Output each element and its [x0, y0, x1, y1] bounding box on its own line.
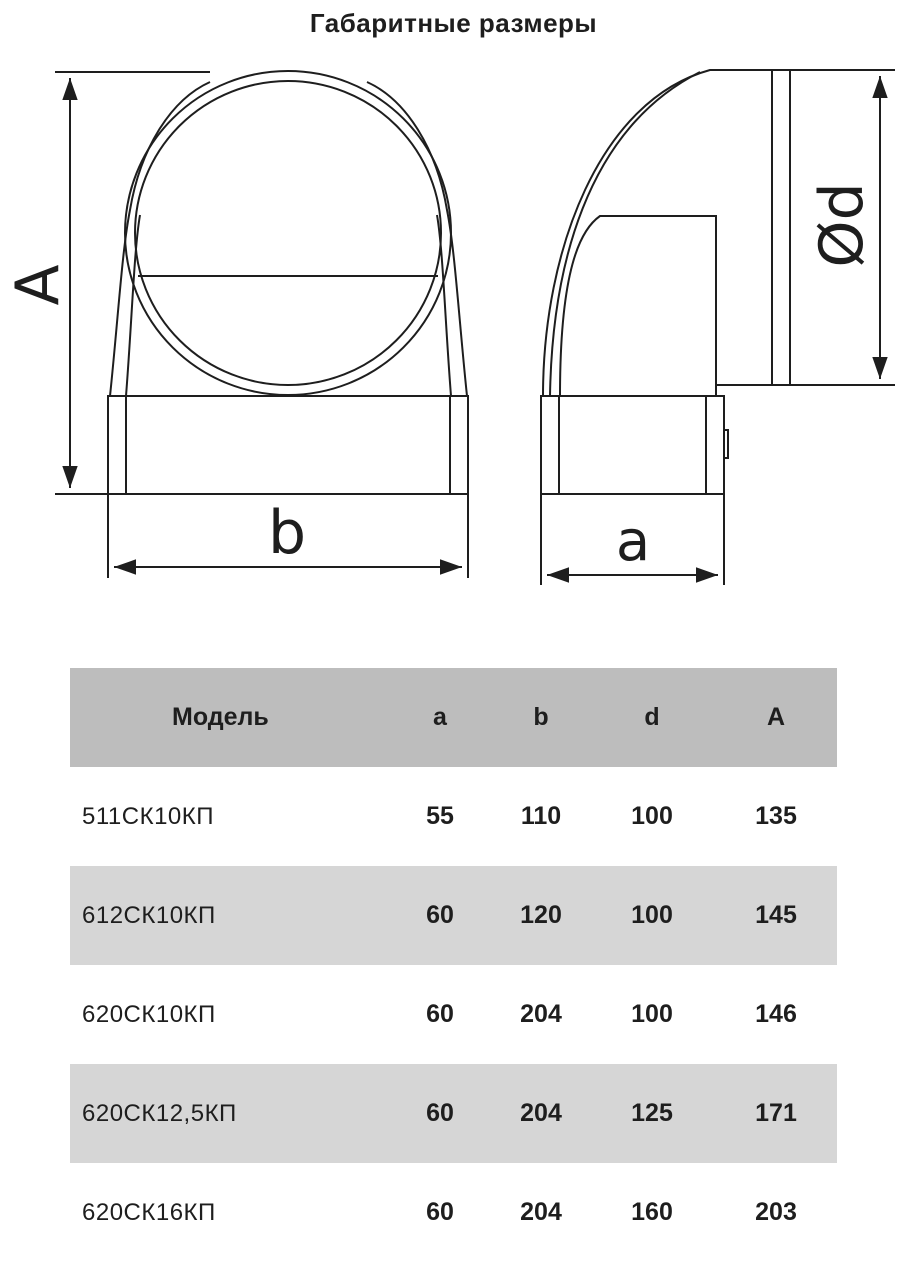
cell-model: 620СК12,5КП [82, 1099, 237, 1127]
side-rect-base [541, 396, 724, 494]
cell-b: 204 [520, 1099, 562, 1127]
header-A: A [766, 703, 786, 731]
front-right-support [367, 82, 467, 396]
header-b: b [533, 703, 549, 731]
front-left-support-inner [126, 215, 140, 396]
table-row [70, 767, 837, 866]
dimension-a-label: a [615, 509, 651, 574]
cell-model: 620СК16КП [82, 1198, 216, 1226]
cell-A: 145 [755, 901, 797, 929]
table-row [70, 1064, 837, 1163]
front-right-support-inner [437, 215, 451, 396]
cell-a: 60 [426, 901, 454, 929]
header-d: d [644, 703, 660, 731]
cell-A: 171 [755, 1099, 797, 1127]
cell-a: 55 [426, 802, 454, 830]
front-rect-base [108, 396, 468, 494]
cell-d: 125 [631, 1099, 673, 1127]
page-title: Габаритные размеры [309, 8, 598, 38]
front-round-collar-outer [125, 71, 451, 395]
cell-a: 60 [426, 1099, 454, 1127]
cell-b: 120 [520, 901, 562, 929]
cell-a: 60 [426, 1198, 454, 1226]
cell-A: 146 [755, 1000, 797, 1028]
cell-model: 511СК10КП [82, 802, 214, 830]
header-a: a [433, 703, 447, 731]
dimension-b-label: b [267, 498, 307, 568]
dimensions-table [70, 668, 837, 1262]
cell-b: 204 [520, 1198, 562, 1226]
cell-A: 203 [755, 1198, 797, 1226]
side-inner-curve [560, 216, 716, 396]
cell-d: 100 [631, 802, 673, 830]
cell-model: 620СК10КП [82, 1000, 216, 1028]
side-view [541, 70, 790, 494]
dimension-d-label: Ød [807, 182, 877, 268]
front-round-collar-inner [135, 81, 441, 385]
side-outer-curve [543, 70, 790, 396]
cell-d: 100 [631, 1000, 673, 1028]
cell-model: 612СК10КП [82, 901, 216, 929]
cell-a: 60 [426, 1000, 454, 1028]
side-round-collar [772, 70, 790, 385]
front-view [108, 71, 468, 494]
header-model: Модель [172, 703, 269, 731]
table-header-row [70, 668, 837, 767]
cell-d: 100 [631, 901, 673, 929]
table-row [70, 965, 837, 1064]
dimension-A-label: A [3, 264, 73, 306]
cell-b: 110 [520, 802, 562, 830]
cell-d: 160 [631, 1198, 673, 1226]
table-row [70, 866, 837, 965]
cell-A: 135 [755, 802, 797, 830]
cell-b: 204 [520, 1000, 562, 1028]
table-row [70, 1163, 837, 1262]
